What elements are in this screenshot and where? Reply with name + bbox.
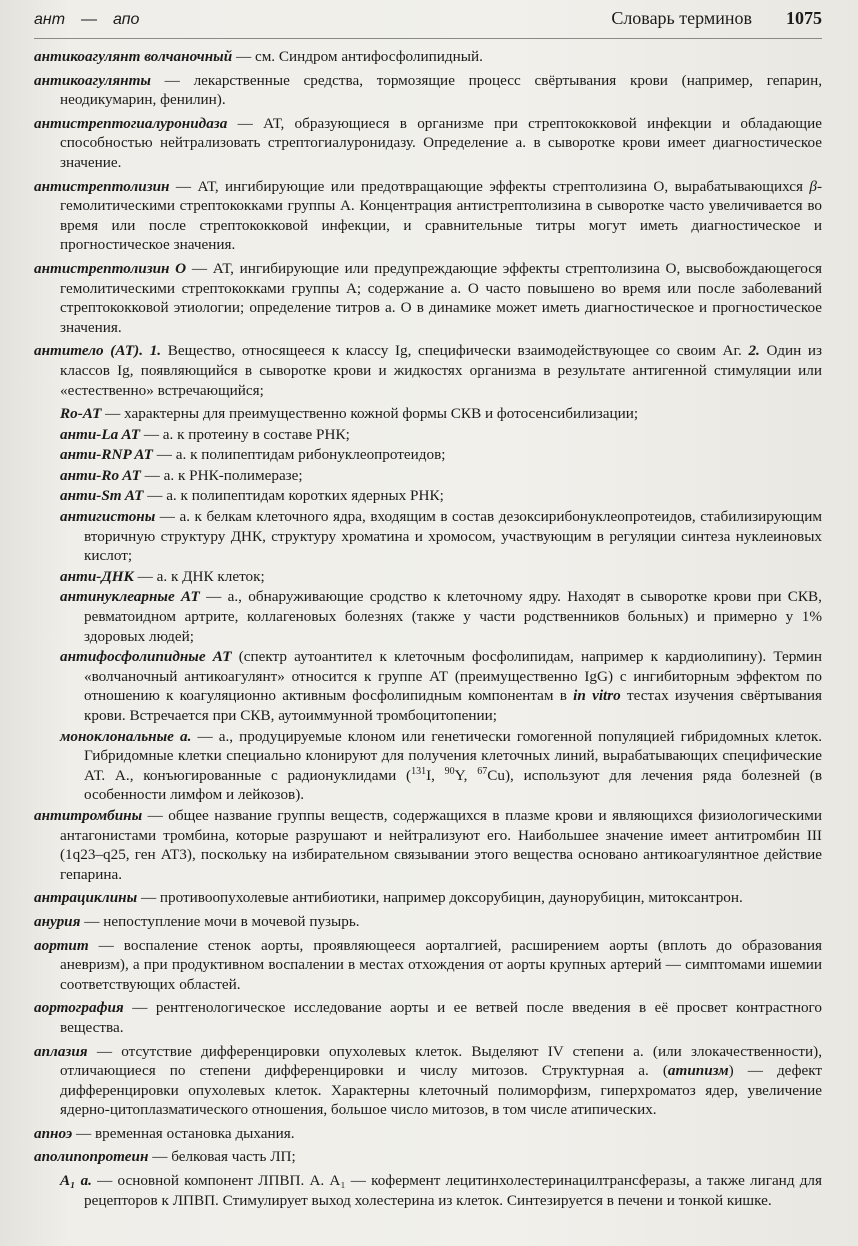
subentry-term: анти-ДНК	[60, 567, 134, 585]
glossary-entries	[34, 47, 822, 1210]
subentry-term: Ro-AT	[60, 405, 102, 423]
entry-text: -гемолитическими стрептококками группы А. Концентрация антистрептолизина в сыворотке часто увеличивается во время или после стрептококковой инфекции, и сравнительные титры могут иметь диагностическое и прогностическое значения.	[60, 177, 822, 254]
subentry-text: — а. к РНК-полимеразе;	[140, 466, 303, 484]
entry	[34, 806, 822, 884]
entry	[34, 1042, 822, 1120]
range-start: ант	[34, 11, 66, 28]
running-header	[34, 8, 822, 39]
entry-term: антрациклины	[34, 889, 138, 907]
beta-symbol: β	[809, 177, 817, 195]
entry	[34, 1124, 822, 1144]
subentry-text: ), используют для лечения ряда болезней (в особенности лимфом и лейкозов).	[84, 766, 823, 804]
entry-term: антикоагулянты	[34, 71, 151, 89]
entry-text: — АТ, ингибирующие или предупреждающие эффекты стрептолизина О, высвобождающегося гемолитическими стрептококками группы А; содержание а. О часто повышено во время или после заболеваний стрептококковой этиологии; определение титров а. О в динамике может иметь диагностическое и прогностическое значения.	[60, 259, 822, 336]
entry-text: — временная остановка дыхания.	[72, 1124, 295, 1142]
subentry-text: — а. к ДНК клеток;	[133, 567, 265, 585]
subentry	[60, 404, 822, 424]
entry	[34, 1147, 822, 1167]
subentry-text: — а. к белкам клеточного ядра, входящим в состав дезоксирибонуклеопротеидов, стабилизирующим вторичную структуру ДНК, структуру хроматина и хромосом, участвующим в регуляции синтеза нуклеиновых кислот;	[84, 508, 822, 565]
subentry-term: моноклональные а.	[60, 727, 192, 745]
subentry-term: анти-Sm AT	[60, 487, 144, 505]
entry-term: аортит	[34, 936, 89, 954]
inline-term: атипизм	[667, 1062, 729, 1080]
entry-term: антитромбины	[34, 806, 143, 824]
subentry-text: — основной компонент ЛПВП. А. A₁ — кофермент лецитинхолестеринацилтрансферазы, а также лиганд для рецепторов к ЛПВП. Стимулирует выход холестерина из клеток. Синтезируется в печени и тонкой кишке.	[84, 1172, 822, 1209]
entry-text: — противоопухолевые антибиотики, например доксорубицин, даунорубицин, митоксантрон.	[137, 889, 743, 907]
subentry	[60, 647, 822, 725]
isotope-mass: 131	[411, 765, 427, 777]
subentry-term: анти-RNP AT	[60, 446, 153, 464]
entry-term: антикоагулянт волчаночный	[34, 48, 233, 65]
isotope-element: Cu	[487, 766, 505, 784]
subentry	[60, 1171, 822, 1210]
subentry-text: — а. к протеину в составе РНК;	[140, 425, 350, 443]
entry	[34, 998, 822, 1037]
entry-text: — АТ, образующиеся в организме при стрептококковой инфекции и обладающие способностью нейтрализовать стрептогиалуронидазу. Определение а. в сыворотке крови имеет диагностическое значение.	[60, 114, 822, 171]
subentry-term: анти-Ro AT	[60, 466, 141, 484]
entry-text: — непоступление мочи в мочевой пузырь.	[80, 912, 360, 930]
entry	[34, 912, 822, 932]
entry-term: антистрептолизин	[34, 177, 170, 195]
entry-term: анурия	[34, 912, 81, 930]
entry-text: — белковая часть ЛП;	[148, 1148, 296, 1166]
entry-text: — лекарственные средства, тормозящие процесс свёртывания крови (например, гепарин, неодикумарин, фенилин).	[60, 71, 822, 109]
subentry	[60, 507, 822, 566]
subentry-text: (спектр аутоантител к клеточным фосфолипидам, например к кардиолипину). Термин «волчаночный антикоагулянт» относится к группе АТ (преимущественно IgG) с ингибиторным эффектом по отношению к коагуляционно активным фосфолипидным компонентам в	[84, 648, 822, 705]
subentry-text: — а. к полипептидам коротких ядерных РНК;	[143, 487, 444, 505]
subentry-term: антифосфолипидные АТ	[60, 648, 232, 666]
subentry	[60, 486, 822, 506]
entry-term: аортография	[34, 999, 124, 1017]
entry-text: — воспаление стенок аорты, проявляющееся аорталгией, расширением аорты (вплоть до образования аневризм), а при продуктивном воспалении в местах отхождения от аорты крупных артерий — симптомами ишемии соответствующих областей.	[60, 936, 822, 993]
subentry-term: антигистоны	[60, 508, 156, 526]
entry	[34, 47, 822, 67]
entry	[34, 341, 822, 400]
isotope-element: I,	[426, 766, 445, 784]
entry-text: Один из классов Ig, появляющийся в сыворотке крови и жидкостях организма в результате антигенной стимуляции или «естественно» встречающийся;	[60, 342, 823, 399]
subentry	[60, 567, 822, 587]
entry-term: аполипопротеин	[34, 1148, 149, 1166]
subentry	[60, 727, 822, 805]
entry-text: — АТ, ингибирующие или предотвращающие эффекты стрептолизина О, вырабатывающихся	[169, 177, 810, 195]
entry-term: антистрептогиалуронидаза	[34, 114, 228, 132]
subentry	[60, 425, 822, 445]
entry-text: — см. Синдром антифосфолипидный.	[232, 48, 483, 65]
entry	[34, 71, 822, 110]
entry	[34, 259, 822, 337]
page-number: 1075	[786, 8, 822, 28]
subentry-text: — характерны для преимущественно кожной формы СКВ и фотосенсибилизации;	[101, 405, 639, 423]
range-dash: —	[81, 11, 98, 28]
isotope-mass: 67	[477, 765, 488, 777]
subentry	[60, 587, 822, 646]
entry	[34, 177, 822, 255]
entry-term: антистрептолизин О	[34, 259, 187, 277]
in-vitro-text: in vitro	[573, 687, 621, 705]
subentry	[60, 445, 822, 465]
sense-number: 1.	[149, 342, 162, 360]
sense-number: 2.	[748, 342, 760, 360]
entry-text: Вещество, относящееся к классу Ig, специфически взаимодействующее со своим Аг.	[161, 342, 749, 360]
entry-text: ) — дефект дифференцировки опухолевых клеток. Характерны клеточный полиморфизм, гиперхроматоз ядер, увеличение ядерно-цитоплазматического отношения, большое число митозов, в том числе атипических.	[60, 1062, 823, 1119]
subentry-text: — а., обнаруживающие сродство к клеточному ядру. Находят в сыворотке крови при СКВ, ревматоидном артрите, коллагеновых болезнях (также у части родственников больных) и примерно у 1% здоровых людей;	[84, 588, 822, 645]
entry-text: — отсутствие дифференцировки опухолевых клеток. Выделяют IV степени а. (или злокачественности), отличающиеся по степени дифференцировки и числу митозов. Структурная а. (	[60, 1042, 822, 1080]
entry	[34, 114, 822, 173]
entry-text: — общее название группы веществ, содержащихся в плазме крови и являющихся физиологическими антагонистами тромбина, которые разрушают и нейтрализуют его. Наибольшее значение имеет антитромбин III (1q23–q25, ген AT3), поскольку на избирательном связывании этого вещества основано антикоагулянтное действие гепарина.	[60, 806, 822, 883]
entry	[34, 936, 822, 995]
subentry-term: A₁ a.	[60, 1172, 92, 1190]
subentry-term: анти-La AT	[60, 425, 141, 443]
entry-term: аплазия	[34, 1042, 88, 1060]
subentry-text: тестах изучения свёртывания крови. Встречается при СКВ, аутоиммунной тромбоцитопении;	[84, 687, 822, 724]
subentry-text: — а. к полипептидам рибонуклеопротеидов;	[152, 446, 446, 464]
section-title: Словарь терминов	[611, 8, 752, 28]
subentry-term: антинуклеарные АТ	[60, 588, 200, 606]
entry	[34, 888, 822, 908]
isotope-element: Y,	[454, 766, 478, 784]
subentry	[60, 466, 822, 486]
isotope-mass: 90	[444, 765, 455, 777]
entry-term: антитело (АТ).	[34, 342, 144, 360]
header-range	[34, 11, 139, 29]
subentry-text: — а., продуцируемые клоном или генетически гомогенной популяцией гибридомных клеток. Гибридомные клетки специально клонируют для получения клеточных линий, вырабатывающих специфические АТ. А., конъюгированные с радионуклидами (	[84, 727, 822, 784]
entry-text: — рентгенологическое исследование аорты и ее ветвей после введения в её просвет контрастного вещества.	[60, 999, 822, 1036]
range-end: апо	[113, 11, 140, 28]
entry-term: апноэ	[34, 1124, 73, 1142]
